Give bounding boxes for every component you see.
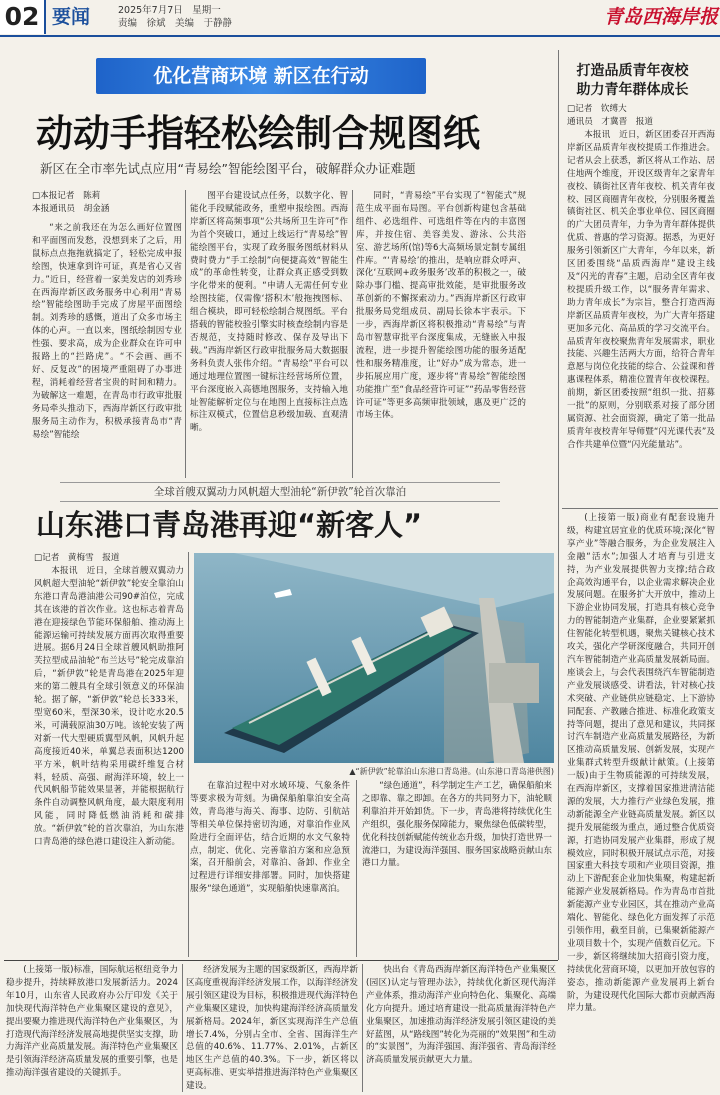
issue-date: 2025年7月7日 星期一 [118,5,221,16]
byline-reporter: □本报记者 陈莉 [32,191,101,201]
bottom-column-1 [6,964,178,1092]
article-paragraph: 同时，“青易绘”平台实现了“智能式”规范生成平面布局图。平台创新构建包含基础组件、必选组件、可选组件等在内的丰富图库，并按住宿、美容美发、游泳、公共浴室、游艺场所(馆)等6大高频场景定制专属组件库。“‘青易绘’的推出，是响应群众呼声、深化‘互联网+政务服务’改革的积极之一，破除办事门槛、提高审批效能，是审批服务改革创新的不懈探索动力。”西海岸新区行政审批服务局党组成员、副局长徐本宇表示。下一步，西海岸新区将积极推动“青易绘”与青岛市智慧审批平台深度集成，无缝嵌入申报流程，进一步提升智能绘图功能的服务适配性和服务精准度，让“好办”成为常态，进一步拓展应用广度，逐步将“青易绘”智能绘图功能推广至“食品经营许可证”“药品零售经营许可证”等更多高频审批领域，惠及更广泛的市场主体。 [356,191,526,421]
article-paragraph: 本报讯 近日，新区团委召开西海岸新区品质青年夜校提质工作推进会。记者从会上获悉，新区将从工作站、居住地两个维度，开设区级青年之家青年夜校、镇街社区青年夜校、机关青年夜校、园区商圈青年夜校，分别服务覆盖镇街社区、机关企事业单位、园区商圈的广大团员青年，力争为青年群体提供优质、普惠的学习资源。据悉，为更好服务引领新区广大青年，今年以来，新区团委围绕“品质西海岸”建设主线及“闪光的青春”主题，启动全区青年夜校提质升级工作，以“服务青年需求、助力青年成长”为宗旨，整合打造西海岸新区品质青年夜校，为广大青年搭建更加多元化、高品质的学习交流平台。品质青年夜校聚焦青年发展需求，职业技能、兴趣生活两大方面，给符合青年意愿与岗位化技能的综合、公益课和普惠课程体系，精准位置青年夜校课程。前期，新区团委按照“组织一批、招募一批”的原则，分别联系对接了部分团属资源、社会面资源，确定了第一批品质青年夜校青年导师暨“闪光课代表”及合作共建单位暨“闪光能量站”。 [567,130,715,450]
article-kicker: 全球首艘双翼动力风帆超大型油轮“新伊敦”轮首次靠泊 [60,482,500,502]
tanker-illustration [194,553,554,763]
sidebar-article-title [555,62,710,100]
article-column-3 [356,190,526,478]
page-number: 02 [0,0,46,34]
byline-correspondent: 通讯员 才冀晋 报道 [567,117,653,127]
photo-caption: ▲“新伊敦”轮靠泊山东港口青岛港。(山东港口青岛港供图) [349,767,554,776]
article-paragraph: (上接第一版)商业有配套设施升级，构建宜居宜业的优质环境;深化“智享产业”等融合服务，为企业发展注入金融“活水”;加强人才培育与引进支持，为产业发展提供智力支撑;结合政企高效沟通平台，以企业需求解决企业发展问题。在服务扩大开放中，推动上下游企业协同发展，打造具有核心竞争力的智能制造产业集群，企业要紧紧抓住智能化转型机遇，聚焦关键核心技术攻关，强化产学研深度融合，共同开创汽车智能制造产业高质量发展新局面。座谈会上，与会代表围绕汽车智能制造产业发展谈感受、讲看法，针对核心技术突破、产业链供应链稳定、上下游协同配套、产教融合推进、标准化政策支持等问题，提出了意见和建议，共同探讨汽车制造产业高质量发展路径，为新区推动高质量发展、创新发展，实现产业集群式转型升级献计献策。(上接第一版)由于生物质能源的可持续发展，在西海岸新区，支撑着国家推进清洁能源的发展，大力推行产业绿色发展，推动新能源全产业链高质量发展。新区以提升发展能级为重点，通过整合优质资源，打造协同发展产业集群，形成了规模效应，同时积极开展试点示范，对接国家重大科技专项和产业项目资源，推动上下游配套企业加快集聚，构建起新能源产业发展新格局。作为青岛市首批新能源产业专业园区，其在推动产业高端化、智能化、绿色化方面发挥了示范引领作用，截至目前，已集聚新能源产业项目数十个，实现产值数百亿元。下一步，新区将继续加大招商引资力度，持续优化营商环境，以更加开放包容的姿态，推动新能源产业发展再上新台阶，为建设现代化国际大都市贡献西海岸力量。 [567,513,715,1014]
byline-correspondent: 本报通讯员 胡金涵 [32,204,110,214]
article-column-3 [362,780,552,957]
column-divider [188,552,189,957]
byline-reporter: □记者 钦缚大 [567,104,627,114]
tanker-photo [194,553,554,763]
article-paragraph: (上接第一版)标准，国际航运枢纽竞争力稳步提升，持续释放港口发展新活力。2024年10月，山东省人民政府办公厅印发《关于加快现代海洋特色产业集聚区建设的意见》，提出要聚力推进现代海洋特色产业集聚区，为打造现代海洋经济发展高地提供坚实支撑，助力海洋产业高质量发展。海洋特色产业集聚区是引领海洋经济高质量发展的重要引擎，也是推动海洋强省建设的关键抓手。 [6,965,178,1079]
section-divider [558,50,559,960]
article-paragraph: 图平台建设试点任务，以数字化、智能化手段赋能政务，重塑申报绘图。西海岸新区将高频事项“公共场所卫生许可”作为首个突破口，通过上线运行“青易绘”智能绘图平台，实现了政务服务图纸材料从费时费力“手工绘制”向便捷高效“智能生成”的革命性转变，让群众真正感受到数字化带来的便利。“申请人无需任何专业绘图技能，仅需像‘搭积木’般拖拽图标、组合模块，即可轻松绘制合规图纸。平台搭载的智能校验引擎实时核查绘制内容是否规范，支持随时修改、保存及导出下载。”西海岸新区行政审批服务局大数据服务科负责人张伟介绍。“青易绘”平台可以通过地理位置图一键标注经营场所位置，平台深度嵌入高德地图服务，支持输入地址智能解析定位与在地图上直接标注点选标注双模式，位置信息秒级加载、直观清晰。 [190,191,348,434]
column-divider [362,964,363,1092]
article-title: 山东港口青岛港再迎“新客人” [36,508,423,542]
title-line: 打造品质青年夜校 [576,63,689,79]
sidebar-byline [567,103,717,129]
bottom-column-3 [366,964,556,1092]
column-divider [352,190,353,478]
article-paragraph: 经济发展为主题的国家级新区，西海岸新区高度重视海洋经济发展工作，以海洋经济发展引领区建设为目标，积极推进现代海洋特色产业集聚区建设，加快构建海洋经济高质量发展新格局。2024年，新区实现海洋生产总值增长7.4%，分别占全市、全省、国海洋生产总值的40.6%、11.77%、2.01%，占新区地区生产总值的40.3%。下一步，新区将以更高标准、更实举措推进海洋特色产业集聚区建设。 [186,965,358,1092]
sidebar-article-body [567,129,715,505]
sidebar-divider [562,508,718,509]
article-paragraph: 在靠泊过程中对水域环境、气象条件等要求极为苛刻。为确保船舶靠泊安全高效，青岛港与海关、海事、边防、引航站等相关单位保持密切沟通，对靠泊作业风险进行全面评估，结合近期的水文气象特点，制定、优化、完善靠泊方案和应急预案，召开船前会，对靠泊、备卸、作业全过程进行详细安排部署。同时，加快搭建服务“绿色通道”，实现船舶快速靠离泊。 [190,781,350,895]
newspaper-logo: 青岛西海岸报 [603,6,718,28]
article-title: 动动手指轻松绘制合规图纸 [36,112,480,155]
article-column-1 [32,222,182,478]
bottom-divider [4,960,558,961]
column-divider [182,964,183,1092]
column-divider [185,190,186,478]
header-divider [0,35,720,37]
header-meta [118,4,232,30]
article-column-1 [34,565,184,957]
topic-banner: 优化营商环境 新区在行动 [96,58,426,94]
continued-article-body [567,512,715,1087]
editor-credits: 责编 徐斌 美编 于静静 [118,18,233,29]
section-title: 要闻 [52,6,91,28]
article-paragraph: “来之前我还在为怎么画好位置图和平面图而发愁，没想到来了之后，用鼠标点点拖拖就搞定了，轻松完成申报绘图，快速拿到许可证，真是省心又省力。”近日，经营着一家美发店的刘秀珍在西海岸新区政务服务中心利用“青易绘”智能绘图助手完成了房屋平面图绘制。刘秀珍的感慨，道出了众多市场主体的心声。一直以来，图纸绘制因专业性强、要求高，成为企业群众在许可申报路上的“拦路虎”。“不会画、画不好、反复改”的困境严重阻碍了办事进程，消耗着经营者宝贵的时间和精力。为破解这一难题，在青岛市行政审批服务局牵头推动下，西海岸新区行政审批服务局主动作为，积极承接青岛市“青易绘”智能绘 [32,223,182,440]
article-byline: □记者 黄梅雪 报道 [34,553,120,563]
bottom-column-2 [186,964,358,1092]
article-column-2 [190,780,350,957]
title-line: 助力青年群体成长 [576,82,689,98]
column-divider [356,780,357,957]
article-paragraph: “绿色通道”，科学制定生产工艺，确保船舶来之即靠、靠之即卸。在各方的共同努力下，油轮顺利靠泊并开始卸货。下一步，青岛港将持续优化生产组织，强化服务保障能力，聚焦绿色低碳转型，优化科技创新赋能传统业态升级，加快打造世界一流港口，为建设海洋强国、服务国家战略贡献山东港口力量。 [362,781,552,869]
article-paragraph: 快出台《青岛西海岸新区海洋特色产业集聚区(园区)认定与管理办法》，持续优化新区现代海洋产业体系，推动海洋产业向特色化、集聚化、高端化方向提升。通过培育建设一批高质量海洋特色产业集聚区，加速推动海洋经济发展引领区建设的美好蓝图，从“路线图”转化为亮丽的“效果图”和生动的“实景图”，为海洋强国、海洋强省、青岛海洋经济高质量发展贡献更大力量。 [366,965,556,1066]
article-column-2 [190,190,348,478]
article-paragraph: 本报讯 近日，全球首艘双翼动力风帆超大型油轮“新伊敦”轮安全靠泊山东港口青岛港油港公司90#泊位，完成其在该港的首次作业。这也标志着青岛港在迎接绿色节能环保船舶、推动海上能源运输可持续发展方面再次取得重要进展。据6月24日全球首艘风帆助推阿芙拉型成品油轮“布兰达号”轮完成靠泊后，“新伊敦”轮是青岛港在2025年迎来的第二艘具有全球引领意义的环保油轮。据了解，“新伊敦”轮总长333米，型宽60米，型深30米，设计吃水20.5米，可满载原油30万吨。该轮安装了两对新一代大型硬质翼型风帆，风帆升起高度接近40米，单翼总表面积达1200平方米，帆叶结构采用碳纤维复合材料，轻质、高强、耐海洋环境，较上一代风帆船节能效果显著，并能根据航行条件自动调整风帆角度，最大限度利用风能，同时降低燃油消耗和碳排放。“新伊敦”轮的首次靠泊，为山东港口青岛港的绿色港口建设注入新动能。 [34,566,184,848]
article-byline [32,190,182,216]
terminal-platform [489,663,539,703]
article-subtitle: 新区在全市率先试点应用“青易绘”智能绘图平台，破解群众办证难题 [40,161,416,176]
